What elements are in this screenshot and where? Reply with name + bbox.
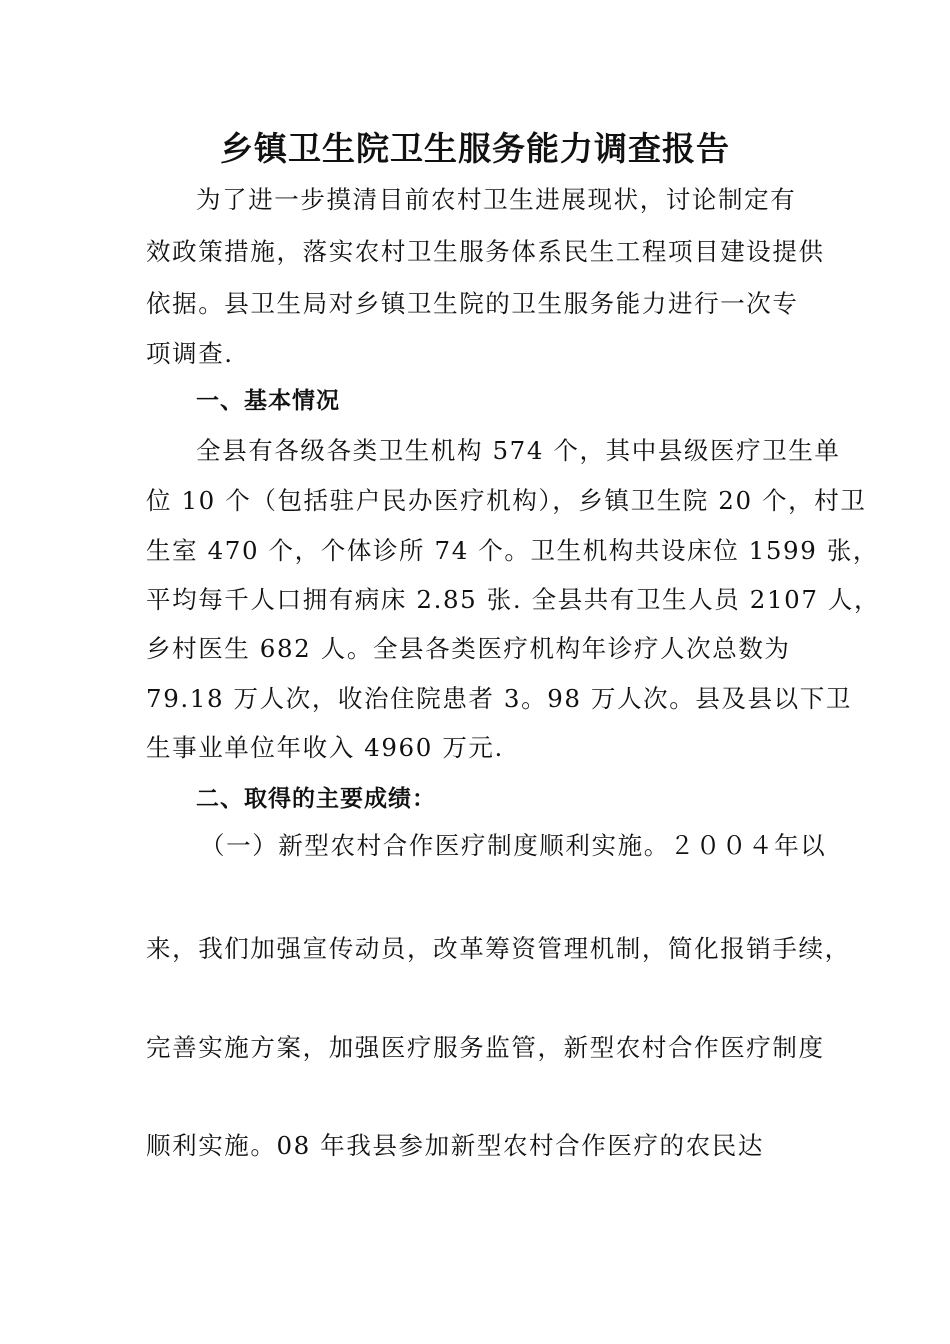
body-line: 平均每千人口拥有病床 2.85 张. 全县共有卫生人员 2107 人， [146, 585, 881, 614]
intro-line: 为了进一步摸清目前农村卫生进展现状，讨论制定有 [196, 185, 797, 214]
body-line: 生室 470 个，个体诊所 74 个。卫生机构共设床位 1599 张， [146, 536, 880, 565]
body-line: 全县有各级各类卫生机构 574 个，其中县级医疗卫生单 [196, 436, 841, 465]
body-line: 生事业单位年收入 4960 万元. [146, 733, 504, 762]
intro-line: 效政策措施，落实农村卫生服务体系民生工程项目建设提供 [146, 237, 825, 266]
section-heading-basic-info: 一、基本情况 [196, 388, 340, 414]
intro-line: 项调查. [146, 339, 234, 368]
body-line: 79.18 万人次，收治住院患者 3。98 万人次。县及县以下卫 [146, 684, 852, 713]
document-title: 乡镇卫生院卫生服务能力调查报告 [220, 129, 730, 168]
body-line: 顺利实施。08 年我县参加新型农村合作医疗的农民达 [146, 1131, 764, 1160]
body-line: （一）新型农村合作医疗制度顺利实施。２００４年以 [200, 831, 827, 860]
body-line: 位 10 个（包括驻户民办医疗机构），乡镇卫生院 20 个，村卫 [146, 486, 867, 515]
body-line: 来，我们加强宣传动员，改革筹资管理机制，简化报销手续， [146, 934, 851, 963]
intro-line: 依据。县卫生局对乡镇卫生院的卫生服务能力进行一次专 [146, 289, 799, 318]
body-line: 乡村医生 682 人。全县各类医疗机构年诊疗人次总数为 [146, 634, 791, 663]
section-heading-achievements: 二、取得的主要成绩： [196, 786, 436, 812]
body-line: 完善实施方案，加强医疗服务监管，新型农村合作医疗制度 [146, 1033, 825, 1062]
